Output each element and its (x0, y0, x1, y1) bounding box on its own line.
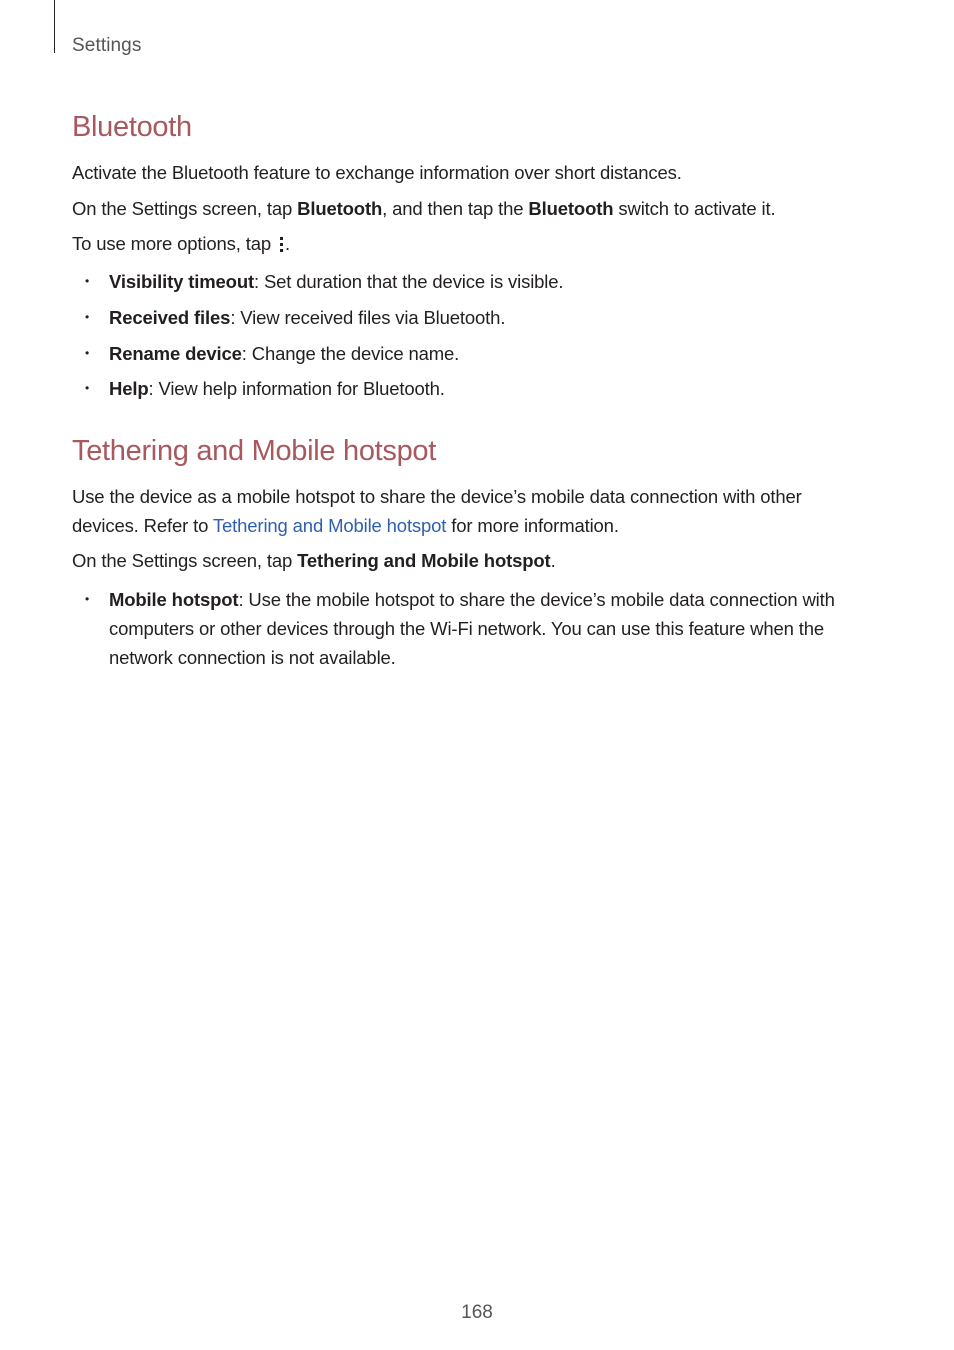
list-item (85, 339, 875, 368)
step-text: switch to activate it. (613, 198, 776, 219)
bullet-desc: : Use the mobile hotspot to share the device’s mobile data connection with computers or other devices through the Wi-Fi network. You can use this feature when the network connection is not available. (109, 589, 835, 668)
list-item (85, 374, 875, 403)
step-bold-tethering: Tethering and Mobile hotspot (297, 550, 551, 571)
intro-text: for more information. (446, 514, 619, 536)
bluetooth-heading: Bluetooth (72, 111, 192, 143)
step-bold-bluetooth-switch: Bluetooth (528, 198, 614, 219)
bluetooth-intro: Activate the Bluetooth feature to exchange information over short distances. (72, 162, 682, 183)
tethering-link[interactable]: Tethering and Mobile hotspot (212, 514, 447, 536)
bullet-desc: : Set duration that the device is visible. (253, 271, 564, 292)
more-options-icon (279, 235, 285, 253)
bluetooth-options (72, 230, 872, 259)
bluetooth-step (72, 195, 872, 224)
step-text: On the Settings screen, tap (72, 550, 298, 571)
intro-text: Use the device as a mobile hotspot to share the device’s mobile data connection with other devices. Refer to (72, 486, 802, 536)
bullet-desc: : Change the device name. (241, 343, 460, 364)
step-text: , and then tap the (382, 198, 529, 219)
tethering-heading: Tethering and Mobile hotspot (72, 435, 437, 467)
header-rule (54, 0, 55, 53)
list-item (85, 585, 860, 672)
bullet-desc: : View help information for Bluetooth. (148, 378, 445, 399)
bullet-term: Visibility timeout (109, 271, 254, 292)
bullet-desc: : View received files via Bluetooth. (230, 307, 506, 328)
list-item (85, 267, 875, 296)
options-text: To use more options, tap (72, 233, 276, 254)
tethering-intro (72, 483, 872, 540)
bullet-icon: • (85, 592, 90, 606)
step-text: On the Settings screen, tap (72, 198, 298, 219)
step-bold-bluetooth: Bluetooth (297, 198, 383, 219)
bullet-icon: • (85, 310, 90, 324)
page-number: 168 (461, 1302, 493, 1323)
bullet-term: Rename device (109, 343, 242, 364)
bullet-icon: • (85, 381, 90, 395)
bullet-term: Received files (109, 307, 231, 328)
bullet-term: Help (109, 378, 149, 399)
running-head: Settings (72, 35, 142, 56)
tethering-step (72, 547, 872, 576)
bullet-term: Mobile hotspot (109, 589, 239, 610)
options-end: . (284, 233, 290, 254)
list-item (85, 303, 875, 332)
bullet-icon: • (85, 346, 90, 360)
bullet-icon: • (85, 274, 90, 288)
step-text: . (550, 550, 556, 571)
